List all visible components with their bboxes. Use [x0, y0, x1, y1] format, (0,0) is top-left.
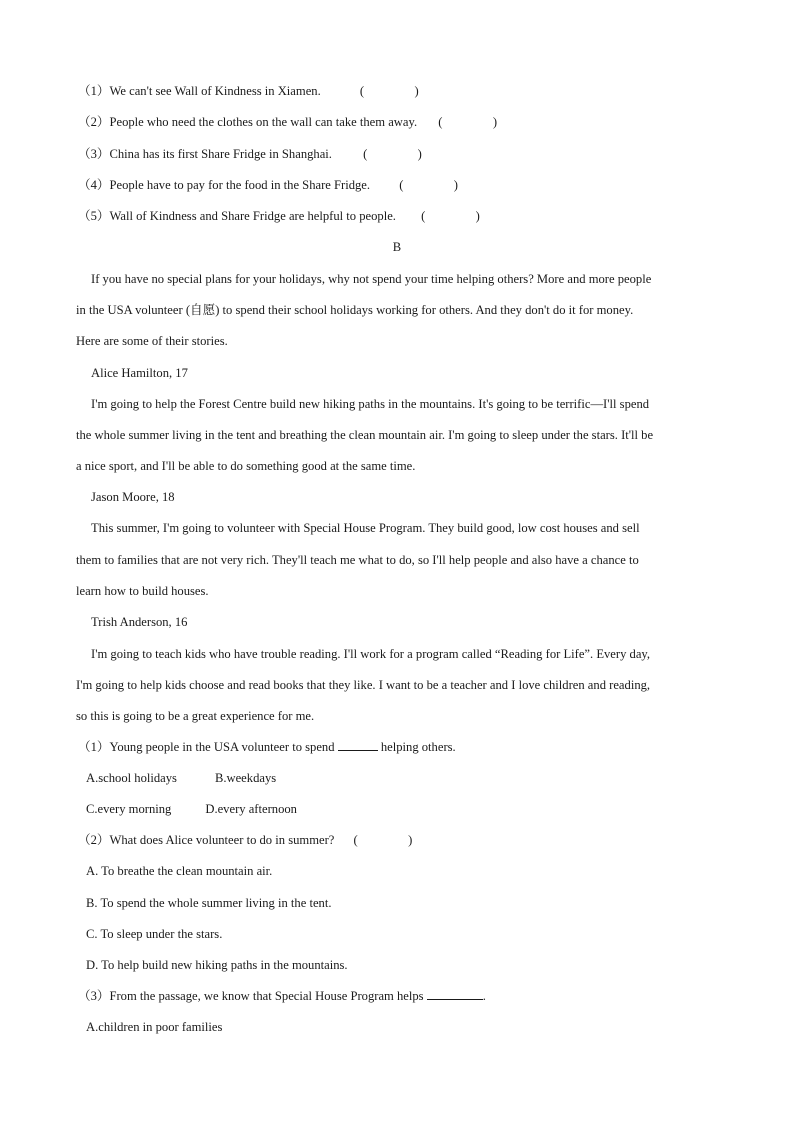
option-a[interactable]: A. To breathe the clean mountain air. [86, 864, 273, 878]
tf-question-4 [78, 177, 458, 193]
question-text-tail: helping others. [377, 740, 456, 754]
question-text: From the passage, we know that Special House Program helps [109, 989, 427, 1003]
story-line: I'm going to help kids choose and read books that they like. I want to be a teacher and I love children and reading, [76, 678, 651, 692]
story-line: so this is going to be a great experience for me. [76, 709, 315, 723]
question-number: （5） [78, 209, 110, 223]
intro-line: If you have no special plans for your holidays, why not spend your time helping others? More and more people [91, 272, 652, 286]
option-c[interactable]: C. To sleep under the stars. [86, 927, 223, 941]
story-line: a nice sport, and I'll be able to do something good at the same time. [76, 459, 416, 473]
story-line: I'm going to teach kids who have trouble reading. I'll work for a program called “Reading for Life”. Every day, [91, 647, 651, 661]
question-text: People have to pay for the food in the Share Fridge. [109, 178, 371, 192]
question-text: Wall of Kindness and Share Fridge are helpful to people. [109, 209, 396, 223]
question-number: （2） [78, 833, 110, 847]
mc-question-1 [78, 739, 456, 755]
question-text: Young people in the USA volunteer to spend [109, 740, 338, 754]
answer-parentheses[interactable]: ( ) [353, 833, 413, 847]
question-number: （1） [78, 740, 110, 754]
option-a[interactable]: A.school holidays [86, 771, 177, 785]
story-line: I'm going to help the Forest Centre build new hiking paths in the mountains. It's going to be terrific—I'll spend [91, 397, 650, 411]
story-author: Jason Moore, 18 [91, 490, 175, 504]
option-row [86, 770, 276, 786]
question-text-tail: . [482, 989, 486, 1003]
story-author: Trish Anderson, 16 [91, 615, 188, 629]
question-number: （3） [78, 989, 110, 1003]
question-number: （3） [78, 147, 110, 161]
answer-parentheses[interactable]: ( ) [421, 209, 480, 223]
tf-question-5 [78, 208, 480, 224]
story-line: the whole summer living in the tent and breathing the clean mountain air. I'm going to sleep under the stars. It'll be [76, 428, 654, 442]
option-d[interactable]: D.every afternoon [205, 802, 297, 816]
question-text: What does Alice volunteer to do in summer? [109, 833, 335, 847]
option-b[interactable]: B. To spend the whole summer living in the tent. [86, 896, 332, 910]
option-b[interactable]: B.weekdays [214, 771, 277, 785]
question-text: China has its first Share Fridge in Shanghai. [109, 147, 332, 161]
mc-question-2 [78, 832, 412, 848]
answer-parentheses[interactable]: ( ) [399, 178, 458, 192]
question-number: （4） [78, 178, 110, 192]
intro-line: in the USA volunteer (自愿) to spend their school holidays working for others. And they don't do it for money. [76, 303, 634, 317]
answer-parentheses[interactable]: ( ) [438, 115, 498, 129]
story-line: them to families that are not very rich. They'll teach me what to do, so I'll help people and also have a chance to [76, 553, 639, 567]
mc-question-3 [78, 988, 486, 1004]
option-c[interactable]: C.every morning [86, 802, 172, 816]
answer-parentheses[interactable]: ( ) [363, 147, 422, 161]
intro-line: Here are some of their stories. [76, 334, 228, 348]
tf-question-2 [78, 114, 497, 130]
option-row [86, 801, 297, 817]
option-d[interactable]: D. To help build new hiking paths in the mountains. [86, 958, 348, 972]
question-text: We can't see Wall of Kindness in Xiamen. [109, 84, 321, 98]
section-heading: B [392, 240, 402, 254]
story-author: Alice Hamilton, 17 [91, 366, 188, 380]
question-number: （2） [78, 115, 110, 129]
answer-blank[interactable] [338, 739, 378, 751]
answer-parentheses[interactable]: ( ) [359, 84, 419, 98]
question-text: People who need the clothes on the wall can take them away. [109, 115, 418, 129]
story-line: This summer, I'm going to volunteer with Special House Program. They build good, low cost houses and sell [91, 521, 640, 535]
tf-question-1 [78, 83, 419, 99]
question-number: （1） [78, 84, 110, 98]
answer-blank[interactable] [427, 988, 483, 1000]
story-line: learn how to build houses. [76, 584, 209, 598]
tf-question-3 [78, 146, 422, 162]
option-a[interactable]: A.children in poor families [86, 1020, 223, 1034]
